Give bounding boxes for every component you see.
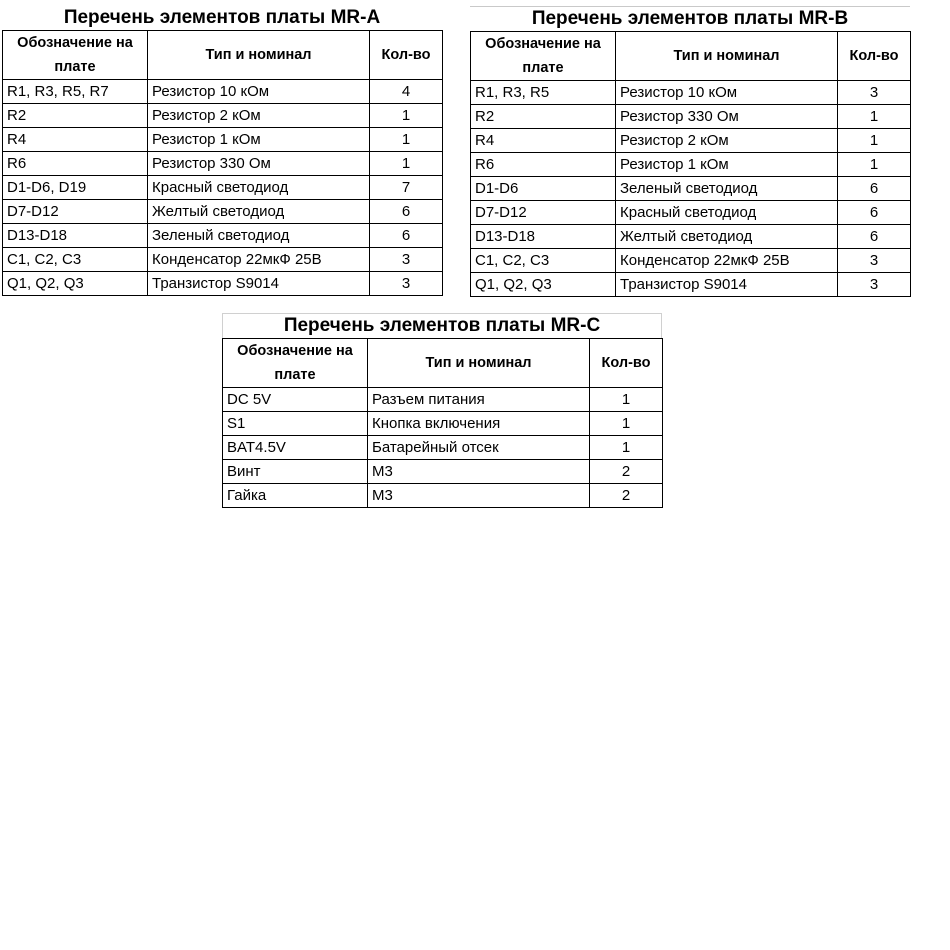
header-quantity: Кол-во [838, 32, 911, 81]
table-row [471, 225, 911, 249]
bom-table-mr-b [470, 31, 911, 297]
cell-quantity: 7 [370, 176, 443, 200]
cell-designator: R2 [3, 104, 148, 128]
table-row [3, 272, 443, 296]
header-quantity: Кол-во [370, 31, 443, 80]
table-row [3, 200, 443, 224]
table-row [471, 177, 911, 201]
cell-designator: R1, R3, R5, R7 [3, 80, 148, 104]
cell-type-value: Резистор 10 кОм [616, 81, 838, 105]
cell-designator: Гайка [223, 484, 368, 508]
cell-quantity: 3 [838, 273, 911, 297]
cell-quantity: 1 [838, 129, 911, 153]
cell-designator: R1, R3, R5 [471, 81, 616, 105]
table-row [471, 201, 911, 225]
cell-type-value: Резистор 1 кОм [616, 153, 838, 177]
cell-designator: D7-D12 [3, 200, 148, 224]
table-row [223, 460, 663, 484]
table-row [223, 412, 663, 436]
cell-quantity: 1 [590, 412, 663, 436]
cell-designator: C1, C2, C3 [471, 249, 616, 273]
cell-designator: Q1, Q2, Q3 [3, 272, 148, 296]
bom-block-mr-b [470, 6, 910, 297]
cell-designator: DC 5V [223, 388, 368, 412]
cell-quantity: 6 [370, 200, 443, 224]
cell-type-value: Красный светодиод [148, 176, 370, 200]
cell-designator: C1, C2, C3 [3, 248, 148, 272]
table-row [471, 81, 911, 105]
cell-type-value: Резистор 330 Ом [616, 105, 838, 129]
cell-designator: Винт [223, 460, 368, 484]
table-row [3, 224, 443, 248]
cell-quantity: 1 [590, 436, 663, 460]
cell-type-value: Желтый светодиод [148, 200, 370, 224]
cell-quantity: 3 [370, 248, 443, 272]
cell-type-value: Транзистор S9014 [148, 272, 370, 296]
header-designator: Обозначение на плате [223, 339, 368, 388]
cell-type-value: Зеленый светодиод [616, 177, 838, 201]
table-row [471, 249, 911, 273]
cell-quantity: 1 [590, 388, 663, 412]
cell-designator: D13-D18 [3, 224, 148, 248]
bom-table-mr-a [2, 30, 443, 296]
cell-quantity: 3 [838, 249, 911, 273]
cell-type-value: Зеленый светодиод [148, 224, 370, 248]
cell-quantity: 3 [370, 272, 443, 296]
header-type-value: Тип и номинал [368, 339, 590, 388]
table-row [471, 153, 911, 177]
cell-type-value: Разъем питания [368, 388, 590, 412]
table-title-mr-c: Перечень элементов платы MR-C [222, 313, 662, 338]
header-type-value: Тип и номинал [616, 32, 838, 81]
cell-quantity: 1 [838, 153, 911, 177]
table-row [471, 273, 911, 297]
cell-type-value: Резистор 10 кОм [148, 80, 370, 104]
cell-designator: Q1, Q2, Q3 [471, 273, 616, 297]
cell-quantity: 6 [838, 177, 911, 201]
cell-designator: R4 [3, 128, 148, 152]
cell-designator: D13-D18 [471, 225, 616, 249]
cell-type-value: Конденсатор 22мкФ 25В [616, 249, 838, 273]
cell-quantity: 1 [838, 105, 911, 129]
cell-quantity: 6 [838, 225, 911, 249]
cell-designator: R6 [471, 153, 616, 177]
cell-type-value: Конденсатор 22мкФ 25В [148, 248, 370, 272]
cell-quantity: 1 [370, 152, 443, 176]
cell-quantity: 1 [370, 104, 443, 128]
header-designator: Обозначение на плате [3, 31, 148, 80]
cell-type-value: М3 [368, 460, 590, 484]
cell-type-value: М3 [368, 484, 590, 508]
cell-designator: D7-D12 [471, 201, 616, 225]
table-row [3, 104, 443, 128]
cell-quantity: 2 [590, 484, 663, 508]
cell-type-value: Резистор 2 кОм [616, 129, 838, 153]
table-row [3, 152, 443, 176]
table-row [223, 484, 663, 508]
cell-designator: D1-D6 [471, 177, 616, 201]
cell-quantity: 6 [838, 201, 911, 225]
cell-designator: BAT4.5V [223, 436, 368, 460]
cell-type-value: Резистор 330 Ом [148, 152, 370, 176]
cell-type-value: Кнопка включения [368, 412, 590, 436]
table-row [223, 436, 663, 460]
bom-table-mr-c [222, 338, 663, 508]
cell-type-value: Желтый светодиод [616, 225, 838, 249]
cell-quantity: 1 [370, 128, 443, 152]
cell-type-value: Батарейный отсек [368, 436, 590, 460]
cell-designator: R6 [3, 152, 148, 176]
cell-quantity: 4 [370, 80, 443, 104]
table-row [3, 128, 443, 152]
header-designator: Обозначение на плате [471, 32, 616, 81]
table-row [223, 388, 663, 412]
table-row [3, 248, 443, 272]
table-row [3, 80, 443, 104]
cell-quantity: 3 [838, 81, 911, 105]
cell-designator: D1-D6, D19 [3, 176, 148, 200]
table-row [471, 129, 911, 153]
table-row [3, 176, 443, 200]
cell-quantity: 2 [590, 460, 663, 484]
table-title-mr-b: Перечень элементов платы MR-B [470, 6, 910, 31]
cell-designator: S1 [223, 412, 368, 436]
header-type-value: Тип и номинал [148, 31, 370, 80]
cell-type-value: Резистор 2 кОм [148, 104, 370, 128]
cell-quantity: 6 [370, 224, 443, 248]
cell-type-value: Транзистор S9014 [616, 273, 838, 297]
bom-block-mr-a [2, 6, 442, 296]
table-header-row [471, 32, 911, 81]
cell-designator: R2 [471, 105, 616, 129]
table-row [471, 105, 911, 129]
table-title-mr-a: Перечень элементов платы MR-A [63, 7, 381, 28]
header-quantity: Кол-во [590, 339, 663, 388]
table-header-row [3, 31, 443, 80]
bom-block-mr-c [222, 313, 662, 508]
table-header-row [223, 339, 663, 388]
cell-type-value: Красный светодиод [616, 201, 838, 225]
cell-type-value: Резистор 1 кОм [148, 128, 370, 152]
cell-designator: R4 [471, 129, 616, 153]
